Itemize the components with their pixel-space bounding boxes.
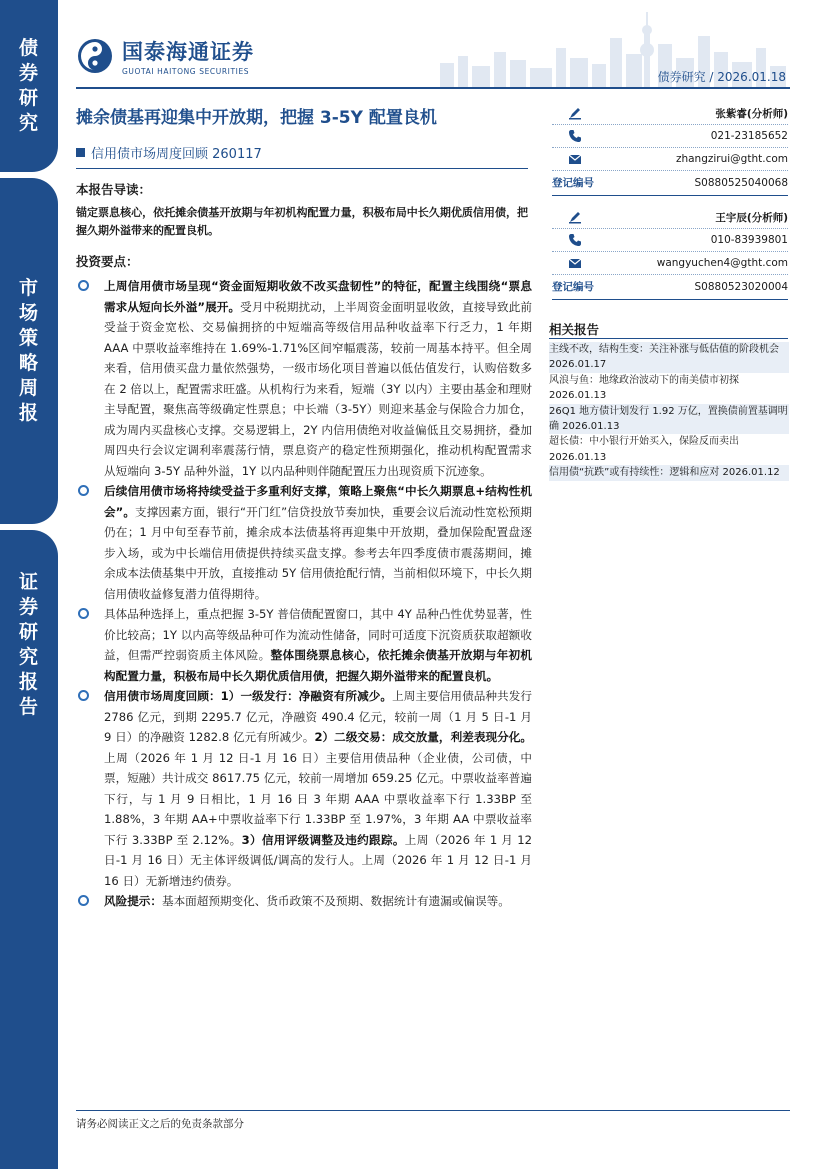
circle-bullet-icon [78, 280, 89, 291]
point-text: 上周（2026 年 1 月 12 日-1 月 16 日）无主体评级调低/调高的发行人。上周（2026 年 1 月 12 日-1 月 16 日）无新增违约债券。 [104, 832, 532, 888]
point-bold-text: 后续信用债市场将持续受益于多重利好支撑，策略上聚焦“中长久期票息+结构性机会”。 [104, 484, 532, 519]
logo-name-cn: 国泰海通证券 [122, 40, 254, 64]
report-subtitle-text: 信用债市场周度回顾 260117 [91, 147, 262, 162]
related-report-link[interactable]: 主线不改，结构生变：关注补涨与低估值的阶段机会 2026.01.17 [549, 342, 789, 373]
related-report-link[interactable]: 超长债：中小银行开始买入，保险反而卖出 2026.01.13 [549, 436, 739, 463]
side-char: 市 [18, 277, 39, 299]
analyst-phone: 010-83939801 [710, 234, 788, 246]
point-bold-text: 上周信用债市场呈现“资金面短期收敛不改买盘韧性”的特征，配置主线围绕“票息需求从短向长外溢”展开。 [104, 279, 532, 314]
point-bold-text: 信用债市场周度回顾：1）一级发行：净融资有所减少。 [104, 689, 393, 703]
side-char: 略 [18, 352, 39, 374]
analyst-name: 王宇辰(分析师) [715, 211, 788, 224]
circle-bullet-icon [78, 690, 89, 701]
side-char: 券 [18, 596, 39, 618]
side-char: 研 [18, 87, 39, 109]
report-subtitle [76, 143, 262, 162]
side-char: 场 [18, 302, 39, 324]
analyst-email-row [552, 148, 788, 171]
logo-name-en: GUOTAI HAITONG SECURITIES [122, 67, 250, 76]
point-text: 支撑因素方面，银行“开门红”信贷投放节奏加快，重要会议后流动性宽松预期仍在；1 月中旬至春节前，摊余成本法债基将再迎集中开放期，叠加保险配置盘逐步入场，或为中长端信用债提供持续买盘支撑。参考去年四季度债市震荡期间，摊余成本法债基集中开放，直接推动 5Y 信用债抢配行情，当前相似环境下，中长久期信用债收益修复潜力值得期待。 [104, 504, 533, 601]
analyst-reg-number: S0880523020004 [694, 280, 788, 293]
investment-point [76, 891, 532, 912]
phone-icon [568, 233, 582, 247]
investment-point [76, 686, 532, 891]
side-char: 研 [18, 621, 39, 643]
side-tag-market-strategy [0, 178, 58, 524]
analyst-email-row [552, 252, 788, 275]
point-bold-text: 3）信用评级调整及违约跟踪。 [241, 832, 405, 847]
analyst-phone-row [552, 125, 788, 148]
company-logo [76, 36, 254, 76]
investment-point [76, 604, 532, 686]
analyst-name-row [552, 206, 788, 229]
report-title: 摊余债基再迎集中开放期，把握 3-5Y 配置良机 [76, 108, 437, 128]
pen-icon [568, 210, 582, 224]
side-char: 报 [18, 402, 39, 424]
related-report-link[interactable]: 风浪与鱼：地缘政治波动下的南美债市初探 2026.01.13 [549, 374, 739, 402]
side-char: 报 [18, 671, 39, 693]
guide-text: 锚定票息核心，依托摊余债基开放期与年初机构配置力量，积极布局中长久期优质信用债，把握久期外溢带来的配置良机。 [76, 206, 528, 237]
report-meta [658, 68, 786, 85]
report-category: 债券研究 [657, 70, 706, 84]
side-tag-bond-research [0, 0, 58, 172]
mail-icon [568, 256, 582, 270]
reg-label: 登记编号 [552, 281, 594, 293]
analyst-divider [552, 299, 788, 300]
analyst-name: 张紫睿(分析师) [715, 107, 788, 120]
analyst-card [552, 206, 788, 301]
square-bullet-icon [76, 148, 85, 157]
header-divider [76, 87, 790, 89]
side-char: 周 [18, 377, 39, 399]
circle-bullet-icon [78, 895, 89, 906]
point-text: 上周主要信用债品种共发行 2786 亿元，到期 2295.7 亿元，净融资 490.4 亿元，较前一周（1 月 5 日-1 月 9 日）的净融资 1282.8 亿元有所减少。 [104, 689, 532, 744]
investment-points [76, 276, 532, 912]
side-char: 策 [18, 327, 39, 349]
analyst-divider [552, 195, 788, 196]
logo-mark-icon [76, 37, 114, 75]
side-char: 债 [18, 37, 39, 59]
reg-label: 登记编号 [552, 177, 594, 189]
point-bold-text: 2）二级交易：成交放量，利差表现分化。 [314, 730, 532, 744]
footer-divider [76, 1110, 790, 1111]
side-char: 究 [18, 112, 39, 134]
side-char: 究 [18, 646, 39, 668]
point-bold-text: 整体围绕票息核心，依托摊余债基开放期与年初机构配置力量，积极布局中长久期优质信用债，把握久期外溢带来的配置良机。 [104, 648, 532, 683]
phone-icon [568, 129, 582, 143]
point-text: 上周（2026 年 1 月 12 日-1 月 16 日）主要信用债品种（企业债，公司债，中票，短融）共计成交 8617.75 亿元，较前一周增加 659.25 亿元。中票收益率普遍下行，与 1 月 9 日相比，1 月 16 日 3 年期 AAA 中票收益率下行 1.33BP 至 1.88%，3 年期 AA+中票收益率下行 1.33BP 至 1.97%，3 年期 AA 中票收益率下行 3.33BP 至 2.12%。 [104, 750, 532, 847]
title-divider [76, 168, 528, 169]
disclaimer-note: 请务必阅读正文之后的免责条款部分 [76, 1118, 244, 1130]
meta-separator: / [709, 70, 718, 84]
side-char: 证 [18, 571, 39, 593]
points-heading: 投资要点： [76, 254, 139, 269]
analyst-email[interactable]: wangyuchen4@gtht.com [656, 257, 788, 269]
point-text: 基本面超预期变化、货币政策不及预期、数据统计有遗漏或偏误等。 [161, 894, 510, 908]
analyst-name-row [552, 102, 788, 125]
analyst-card [552, 102, 788, 197]
side-char: 告 [18, 696, 39, 718]
analyst-phone: 021-23185652 [710, 130, 788, 142]
related-divider [549, 338, 788, 339]
side-char: 券 [18, 62, 39, 84]
related-report-link[interactable]: 26Q1 地方债计划发行 1.92 万亿，置换债前置基调明确 2026.01.13 [549, 404, 789, 435]
investment-point [76, 276, 532, 481]
point-text: 具体品种选择上，重点把握 3-5Y 普信债配置窗口，其中 4Y 品种凸性优势显著，性价比较高；1Y 以内高等级品种可作为流动性储备，同时可适度下沉资质获取超额收益，但需严控弱资质主体风险。 [104, 607, 532, 662]
circle-bullet-icon [78, 608, 89, 619]
analyst-reg-row [552, 171, 788, 194]
point-text: 受月中税期扰动，上半周资金面明显收敛，直接导致此前受益于资金宽松、交易偏拥挤的中短端高等级信用品种收益率下行乏力，1 年期 AAA 中票收益率维持在 1.69%-1.71%区间窄幅震荡，较前一周基本持平。但全周来看，信用债买盘力量依然强势，一级市场化项目普遍以低估值发行，认购倍数多在 2 倍以上，配置需求旺盛。从机构行为来看，短端（3Y 以内）主要由基金和理财主导配置，聚焦高等级确定性票息；中长端（3-5Y）则迎来基金与保险合力加仓，成为周内买盘核心支撑。交易逻辑上，2Y 内信用债绝对收益偏低且交易拥挤，叠加周四央行会议定调利率震荡行情，票息资产的稳定性预期强化，推动机构配置需求从短端向 3-5Y 品种外溢，1Y 以内品种则伴随配置压力出现资质下沉迹象。 [104, 299, 532, 478]
report-date: 2026.01.18 [717, 70, 786, 84]
analyst-reg-row [552, 275, 788, 298]
related-reports-list [549, 342, 789, 481]
point-bold-text: 风险提示： [104, 894, 162, 908]
analyst-phone-row [552, 229, 788, 252]
circle-bullet-icon [78, 485, 89, 496]
pen-icon [568, 106, 582, 120]
analyst-email[interactable]: zhangzirui@gtht.com [675, 153, 788, 165]
guide-heading: 本报告导读： [76, 182, 152, 197]
side-tag-research-report [0, 530, 58, 1169]
mail-icon [568, 152, 582, 166]
related-report-link[interactable]: 信用债“抗跌”或有持续性：逻辑和应对 2026.01.12 [549, 465, 789, 480]
analyst-reg-number: S0880525040068 [694, 176, 788, 189]
related-reports-heading: 相关报告 [549, 322, 600, 337]
investment-point [76, 481, 532, 604]
